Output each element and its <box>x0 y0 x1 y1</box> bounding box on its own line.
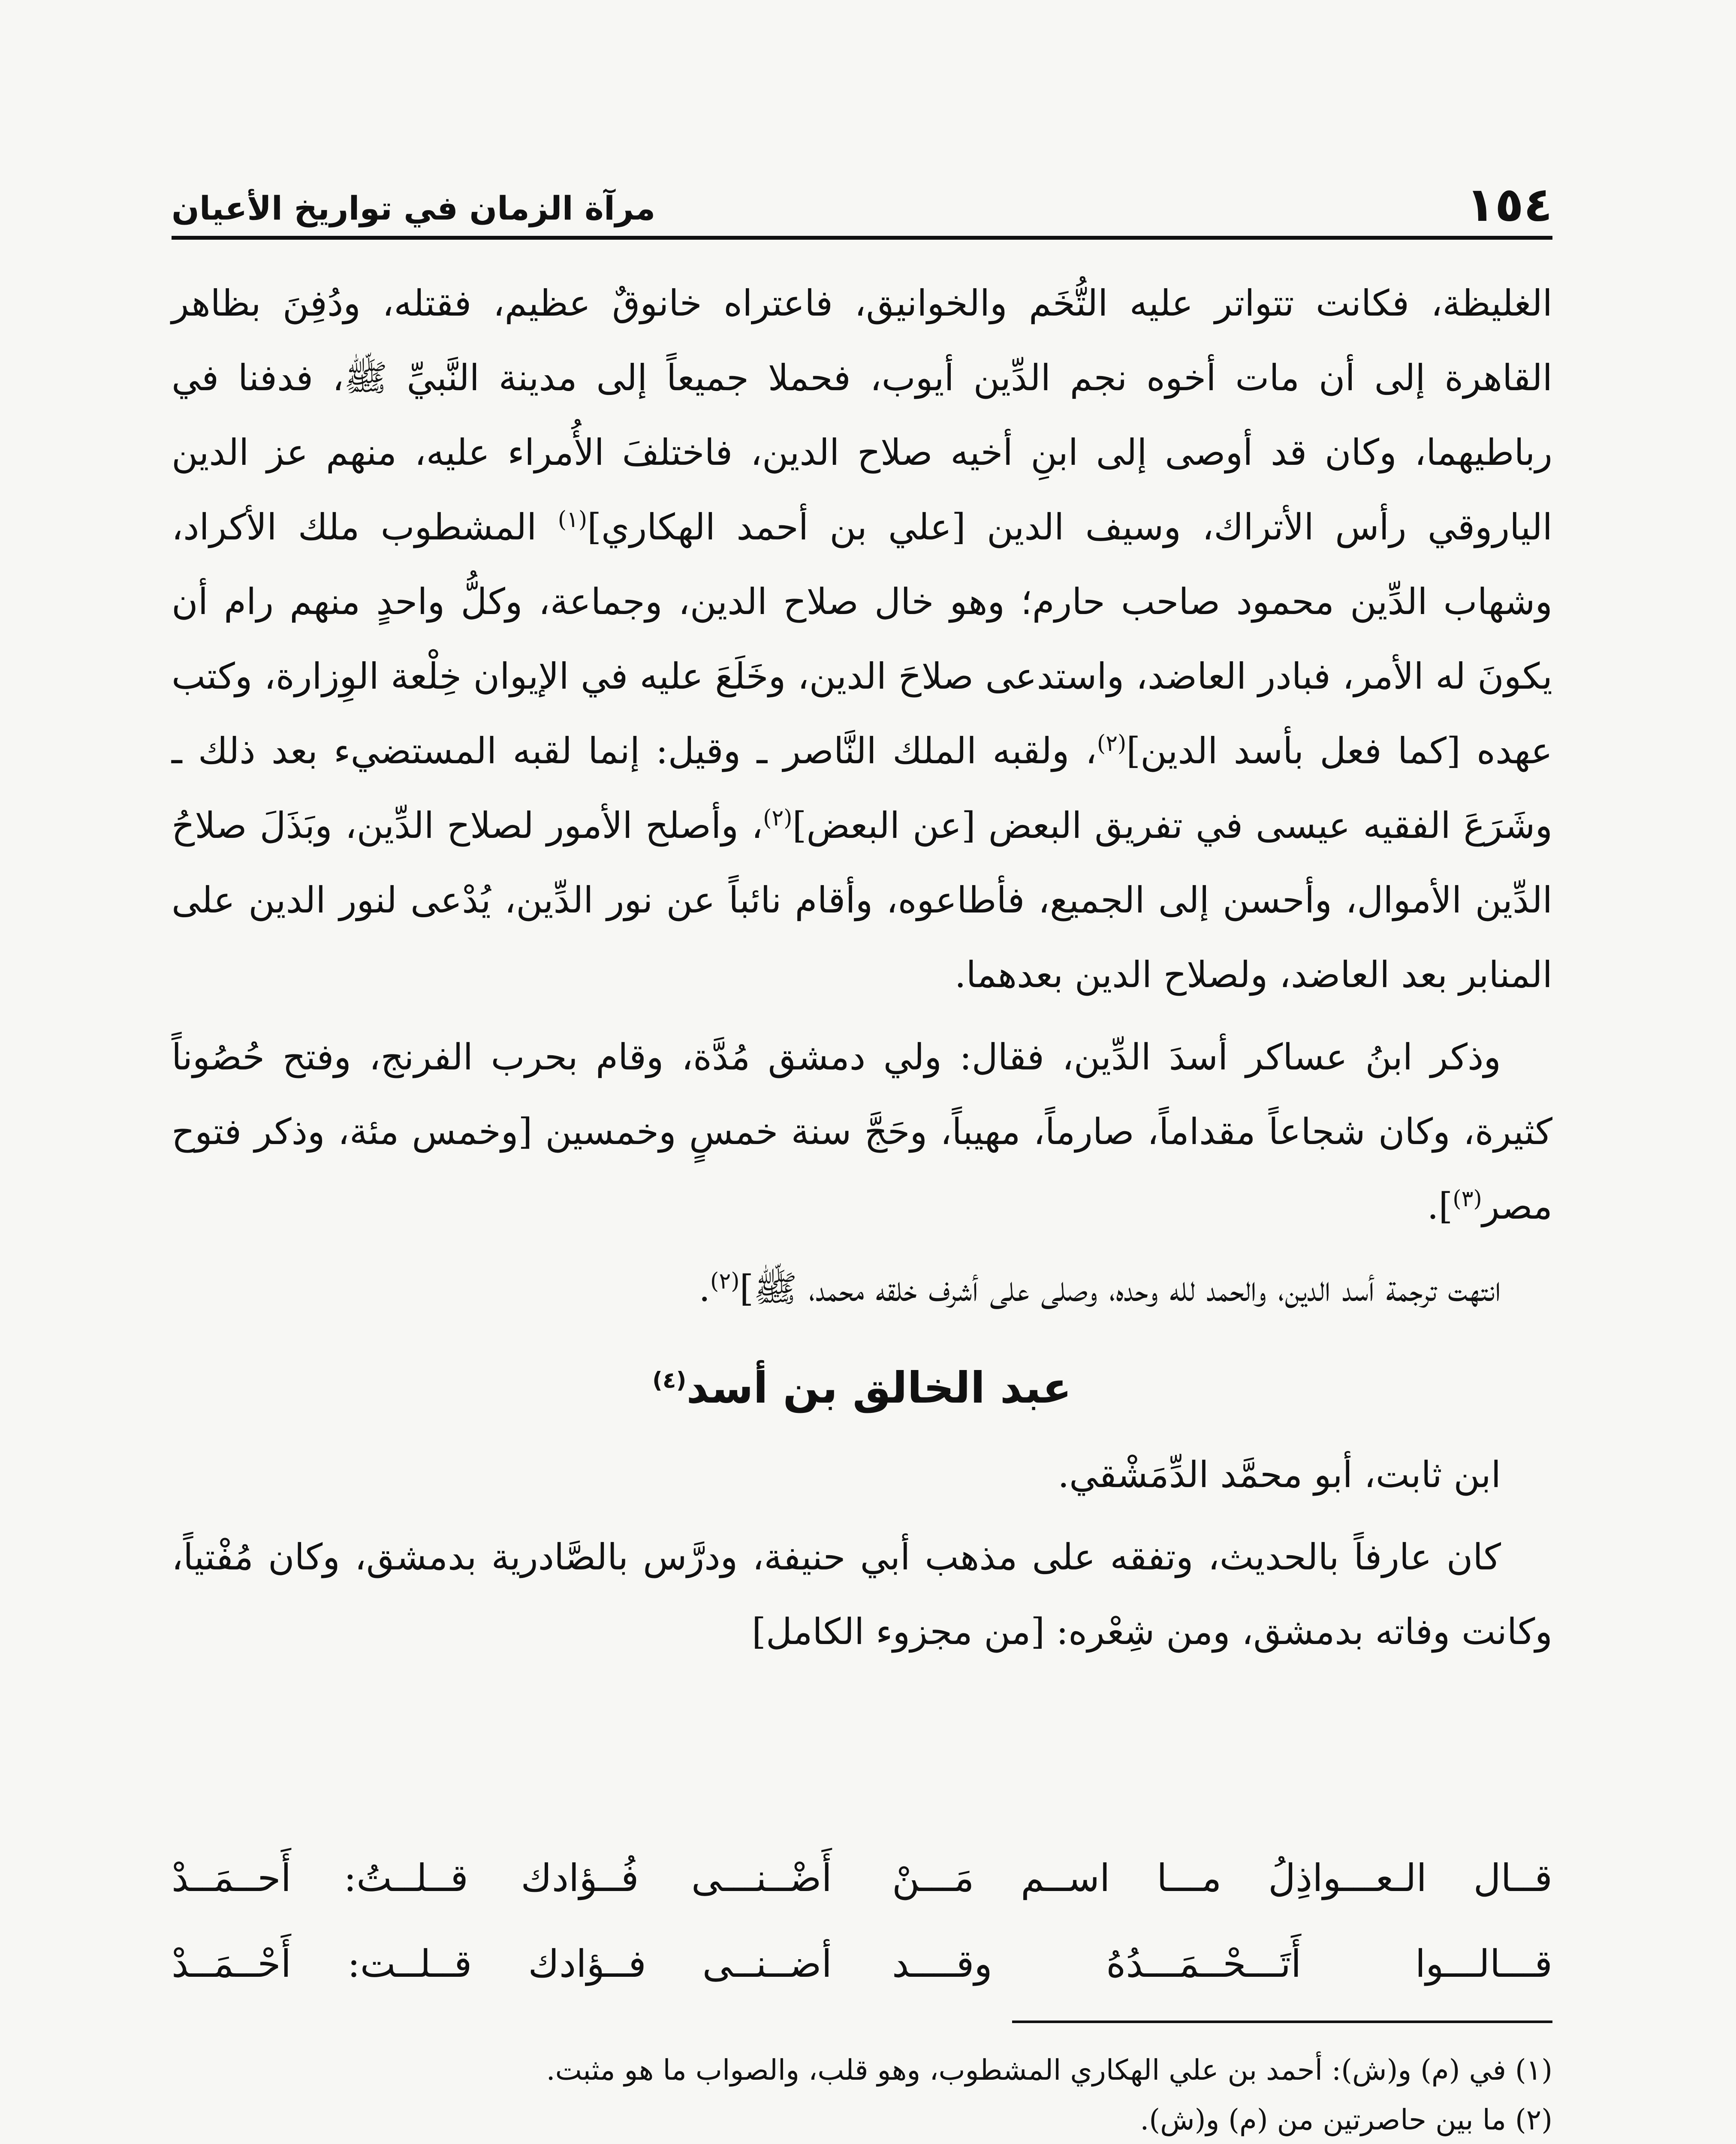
text-run: وذكر ابنُ عساكر أسدَ الدِّين، فقال: ولي دمشق مُدَّة، وقام بحرب الفرنج، وفتح حُصُوناً كثيرة، وكان شجاعاً مقداماً، صارماً، مهيباً، وحَجَّ سنة خمسٍ وخمسين [وخمس مئة، وذكر فتوح مصر <box>172 1036 1552 1227</box>
text-run: ، ولقبه الملك النَّاصر ـ وقيل: إنما لقبه المستضيء بعد ذلك ـ وشَرَعَ الفقيه عيسى في تفريق البعض [عن البعض] <box>172 730 1553 846</box>
page-header <box>172 167 1552 240</box>
footnote-ref[interactable]: (٢) <box>763 805 793 831</box>
footnote-ref[interactable]: (١) <box>558 507 588 533</box>
footnote-item: (٢) ما بين حاصرتين من (م) و(ش). <box>1140 2103 1552 2136</box>
verse-second-hemistich: أضــنــى فــؤادك قــلــت: أَحْــمَــدْ <box>172 1942 832 1986</box>
footnote-item: (١) في (م) و(ش): أحمد بن علي الهكاري المشطوب، وهو قلب، والصواب ما هو مثبت. <box>546 2054 1552 2087</box>
poem <box>172 1835 1552 2007</box>
section-title <box>172 1352 1552 1424</box>
footnote-ref[interactable]: (٢) <box>1097 731 1127 756</box>
verse-line <box>172 1921 1552 2007</box>
running-title: مرآة الزمان في تواريخ الأعيان <box>172 189 656 227</box>
paragraph-2 <box>172 1020 1552 1244</box>
page-number: ١٥٤ <box>1466 177 1552 232</box>
footnotes <box>172 2045 1552 2144</box>
paragraph-1 <box>172 266 1552 1012</box>
footnote-ref[interactable]: (٤) <box>652 1367 687 1394</box>
verse-line <box>172 1835 1552 1921</box>
verse-first-hemistich: قــال الـعـــواذِلُ مـــا اســم مَـــنْ <box>892 1856 1552 1900</box>
main-text <box>172 266 1552 1669</box>
paragraph-5: كان عارفاً بالحديث، وتفقه على مذهب أبي حنيفة، ودرَّس بالصَّادرية بدمشق، وكان مُفْتياً، وكانت وفاته بدمشق، ومن شِعْره: [من مجزوء الكامل] <box>172 1536 1552 1653</box>
text-run: المشطوب ملك الأكراد، وشهاب الدِّين محمود صاحب حارم؛ وهو خال صلاح الدين، وجماعة، وكلُّ واحدٍ منهم رام أن يكونَ له الأمر، فبادر العاضد، واستدعى صلاحَ الدين، وخَلَعَ عليه في الإيوان خِلْعة الوِزارة، وكتب عهده [كما فعل بأسد الدين] <box>172 506 1552 772</box>
section-title-text: عبد الخالق بن أسد <box>686 1363 1072 1413</box>
text-run: انتهت ترجمة أسد الدين، والحمد لله وحده، وصلى على أشرف خلقه محمد، ﷺ] <box>739 1268 1501 1310</box>
verse-second-hemistich: أَضْــنـــى فُــؤادك قــلــتُ: أَحــمَــدْ <box>172 1856 832 1900</box>
verse-first-hemistich: قـــالـــوا أَتَـــحْــمَـــدُهُ وقــــد <box>892 1942 1552 1986</box>
footnote-divider <box>1012 2021 1552 2023</box>
text-run: ، وأصلح الأمور لصلاح الدِّين، وبَذَلَ صلاحُ الدِّين الأموال، وأحسن إلى الجميع، فأطاعوه، وأقام نائباً عن نور الدِّين، يُدْعى لنور الدين على المنابر بعد العاضد، ولصلاح الدين بعدهما. <box>172 804 1552 996</box>
paragraph-4: ابن ثابت، أبو محمَّد الدِّمَشْقي. <box>1058 1454 1501 1496</box>
paragraph-3 <box>172 1251 1552 1326</box>
text-run: ]. <box>1427 1185 1453 1227</box>
footnote-ref[interactable]: (٣) <box>1453 1186 1482 1212</box>
footnote-ref[interactable]: (٢) <box>710 1268 740 1294</box>
text-run: الغليظة، فكانت تتواتر عليه التُّخَم والخوانيق، فاعتراه خانوقٌ عظيم، فقتله، ودُفِنَ بظاهر القاهرة إلى أن مات أخوه نجم الدِّين أيوب، فحملا جميعاً إلى مدينة النَّبيِّ ﷺ، فدفنا في رباطيهما، وكان قد أوصى إلى ابنِ أخيه صلاح الدين، فاختلفَ الأُمراء عليه، منهم عز الدين الياروقي رأس الأتراك، وسيف الدين [علي بن أحمد الهكاري] <box>172 282 1553 548</box>
text-run: . <box>699 1268 711 1310</box>
